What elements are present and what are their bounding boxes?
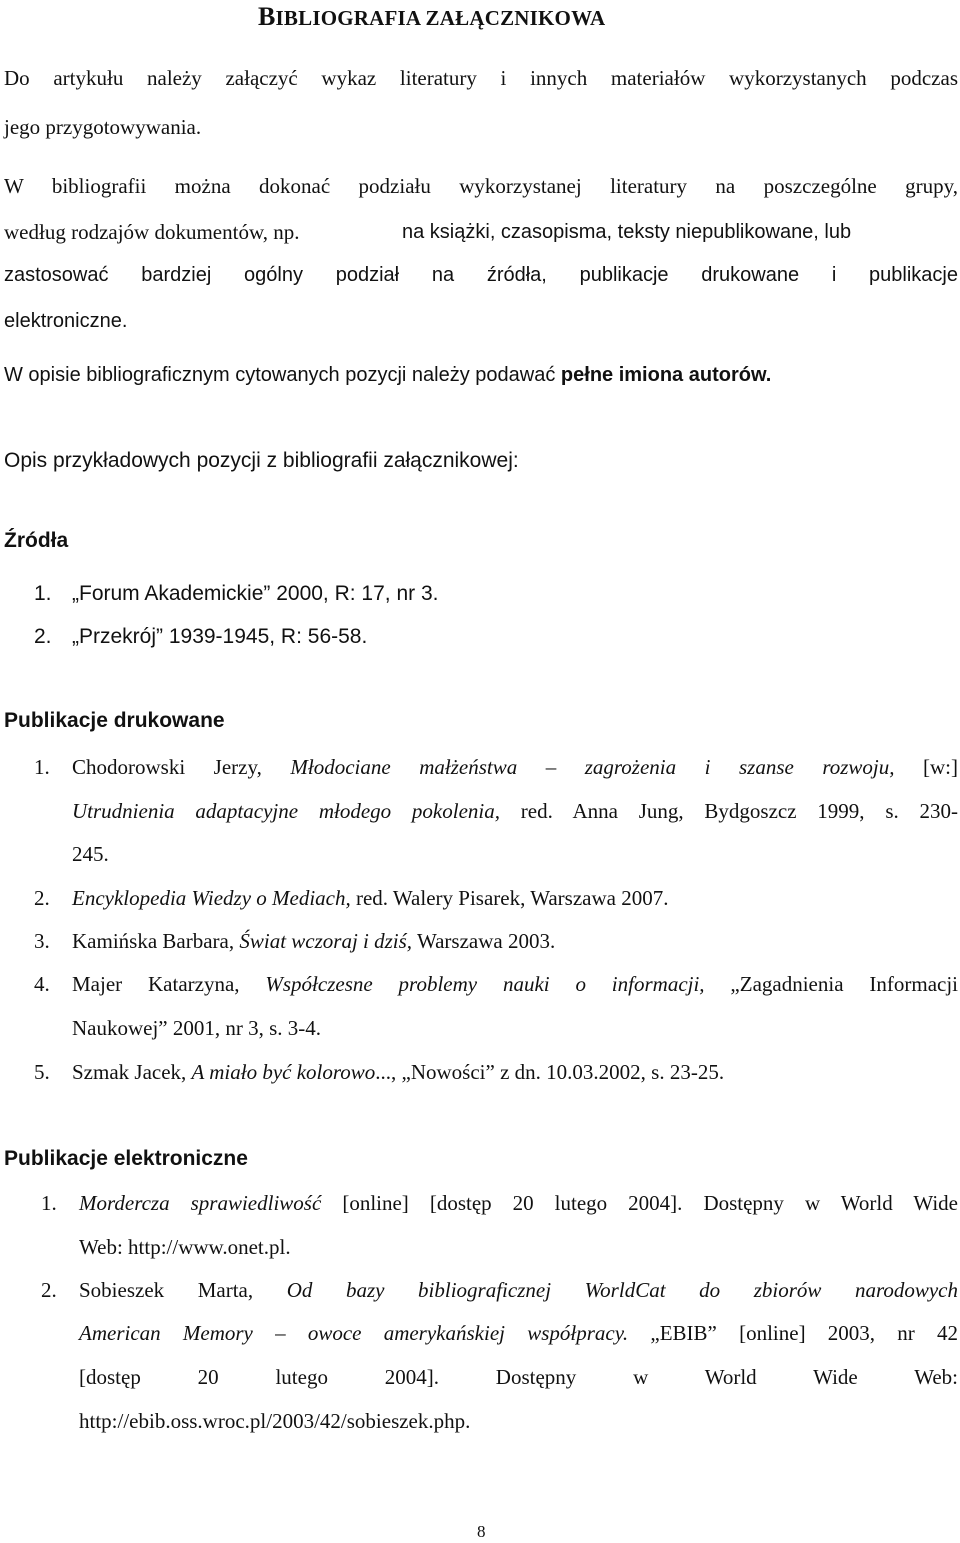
list-item: Encyklopedia Wiedzy o Mediach, red. Walery Pisarek, Warszawa 2007. bbox=[72, 886, 669, 910]
section-heading: Źródła bbox=[4, 529, 69, 552]
list-number: 3. bbox=[34, 929, 50, 953]
list-item: Szmak Jacek, A miało być kolorowo..., „Nowości” z dn. 10.03.2002, s. 23-25. bbox=[72, 1060, 725, 1084]
intro-line: elektroniczne. bbox=[4, 310, 128, 332]
section-heading: Opis przykładowych pozycji z bibliografii załącznikowej: bbox=[4, 449, 519, 472]
list-item: Majer Katarzyna, Współczesne problemy nauki o informacji, „Zagadnienia Informacji bbox=[72, 972, 959, 996]
intro-line: W bibliografii można dokonać podziału wykorzystanej literatury na poszczególne grupy, bbox=[4, 174, 958, 198]
intro-line: jego przygotowywania. bbox=[4, 115, 202, 139]
section-heading: Publikacje drukowane bbox=[4, 709, 225, 732]
section-heading: Publikacje elektroniczne bbox=[4, 1147, 248, 1170]
list-item: American Memory – owoce amerykańskiej współpracy. „EBIB” [online] 2003, nr 42 bbox=[79, 1321, 959, 1345]
list-item: Sobieszek Marta, Od bazy bibliograficznej WorldCat do zbiorów narodowych bbox=[79, 1278, 959, 1302]
list-item: http://ebib.oss.wroc.pl/2003/42/sobieszek.php. bbox=[79, 1409, 471, 1433]
intro-line: Do artykułu należy załączyć wykaz literatury i innych materiałów wykorzystanych podczas bbox=[4, 66, 958, 90]
list-number: 2. bbox=[34, 886, 50, 910]
list-number: 2. bbox=[41, 1278, 57, 1302]
list-number: 1. bbox=[34, 755, 50, 779]
list-item: „Forum Akademickie” 2000, R: 17, nr 3. bbox=[72, 582, 439, 605]
intro-line: na książki, czasopisma, teksty niepublikowane, lub bbox=[402, 221, 852, 243]
list-item: Chodorowski Jerzy, Młodociane małżeństwa – zagrożenia i szanse rozwoju, [w:] bbox=[72, 755, 958, 779]
list-number: 5. bbox=[34, 1060, 50, 1084]
list-number: 4. bbox=[34, 972, 50, 996]
intro-line: zastosować bardziej ogólny podział na źródła, publikacje drukowane i publikacje bbox=[4, 264, 958, 286]
list-number: 1. bbox=[41, 1191, 57, 1215]
list-item: Kamińska Barbara, Świat wczoraj i dziś, Warszawa 2003. bbox=[72, 929, 556, 953]
list-item: [dostęp 20 lutego 2004]. Dostępny w World Wide Web: bbox=[79, 1365, 958, 1389]
list-item: Naukowej” 2001, nr 3, s. 3-4. bbox=[72, 1016, 322, 1040]
page-title: BIBLIOGRAFIA ZAŁĄCZNIKOWA bbox=[258, 2, 606, 31]
list-item: „Przekrój” 1939-1945, R: 56-58. bbox=[72, 625, 368, 648]
intro-line: W opisie bibliograficznym cytowanych pozycji należy podawać pełne imiona autorów. bbox=[4, 364, 772, 386]
list-number: 2. bbox=[34, 625, 52, 648]
intro-line: według rodzajów dokumentów, np. bbox=[4, 220, 300, 244]
list-number: 1. bbox=[34, 582, 52, 605]
list-item: 245. bbox=[72, 842, 109, 866]
list-item: Web: http://www.onet.pl. bbox=[79, 1235, 291, 1259]
page-number: 8 bbox=[477, 1522, 486, 1541]
list-item: Mordercza sprawiedliwość [online] [dostęp 20 lutego 2004]. Dostępny w World Wide bbox=[79, 1191, 958, 1215]
list-item: Utrudnienia adaptacyjne młodego pokolenia, red. Anna Jung, Bydgoszcz 1999, s. 230- bbox=[72, 799, 958, 823]
